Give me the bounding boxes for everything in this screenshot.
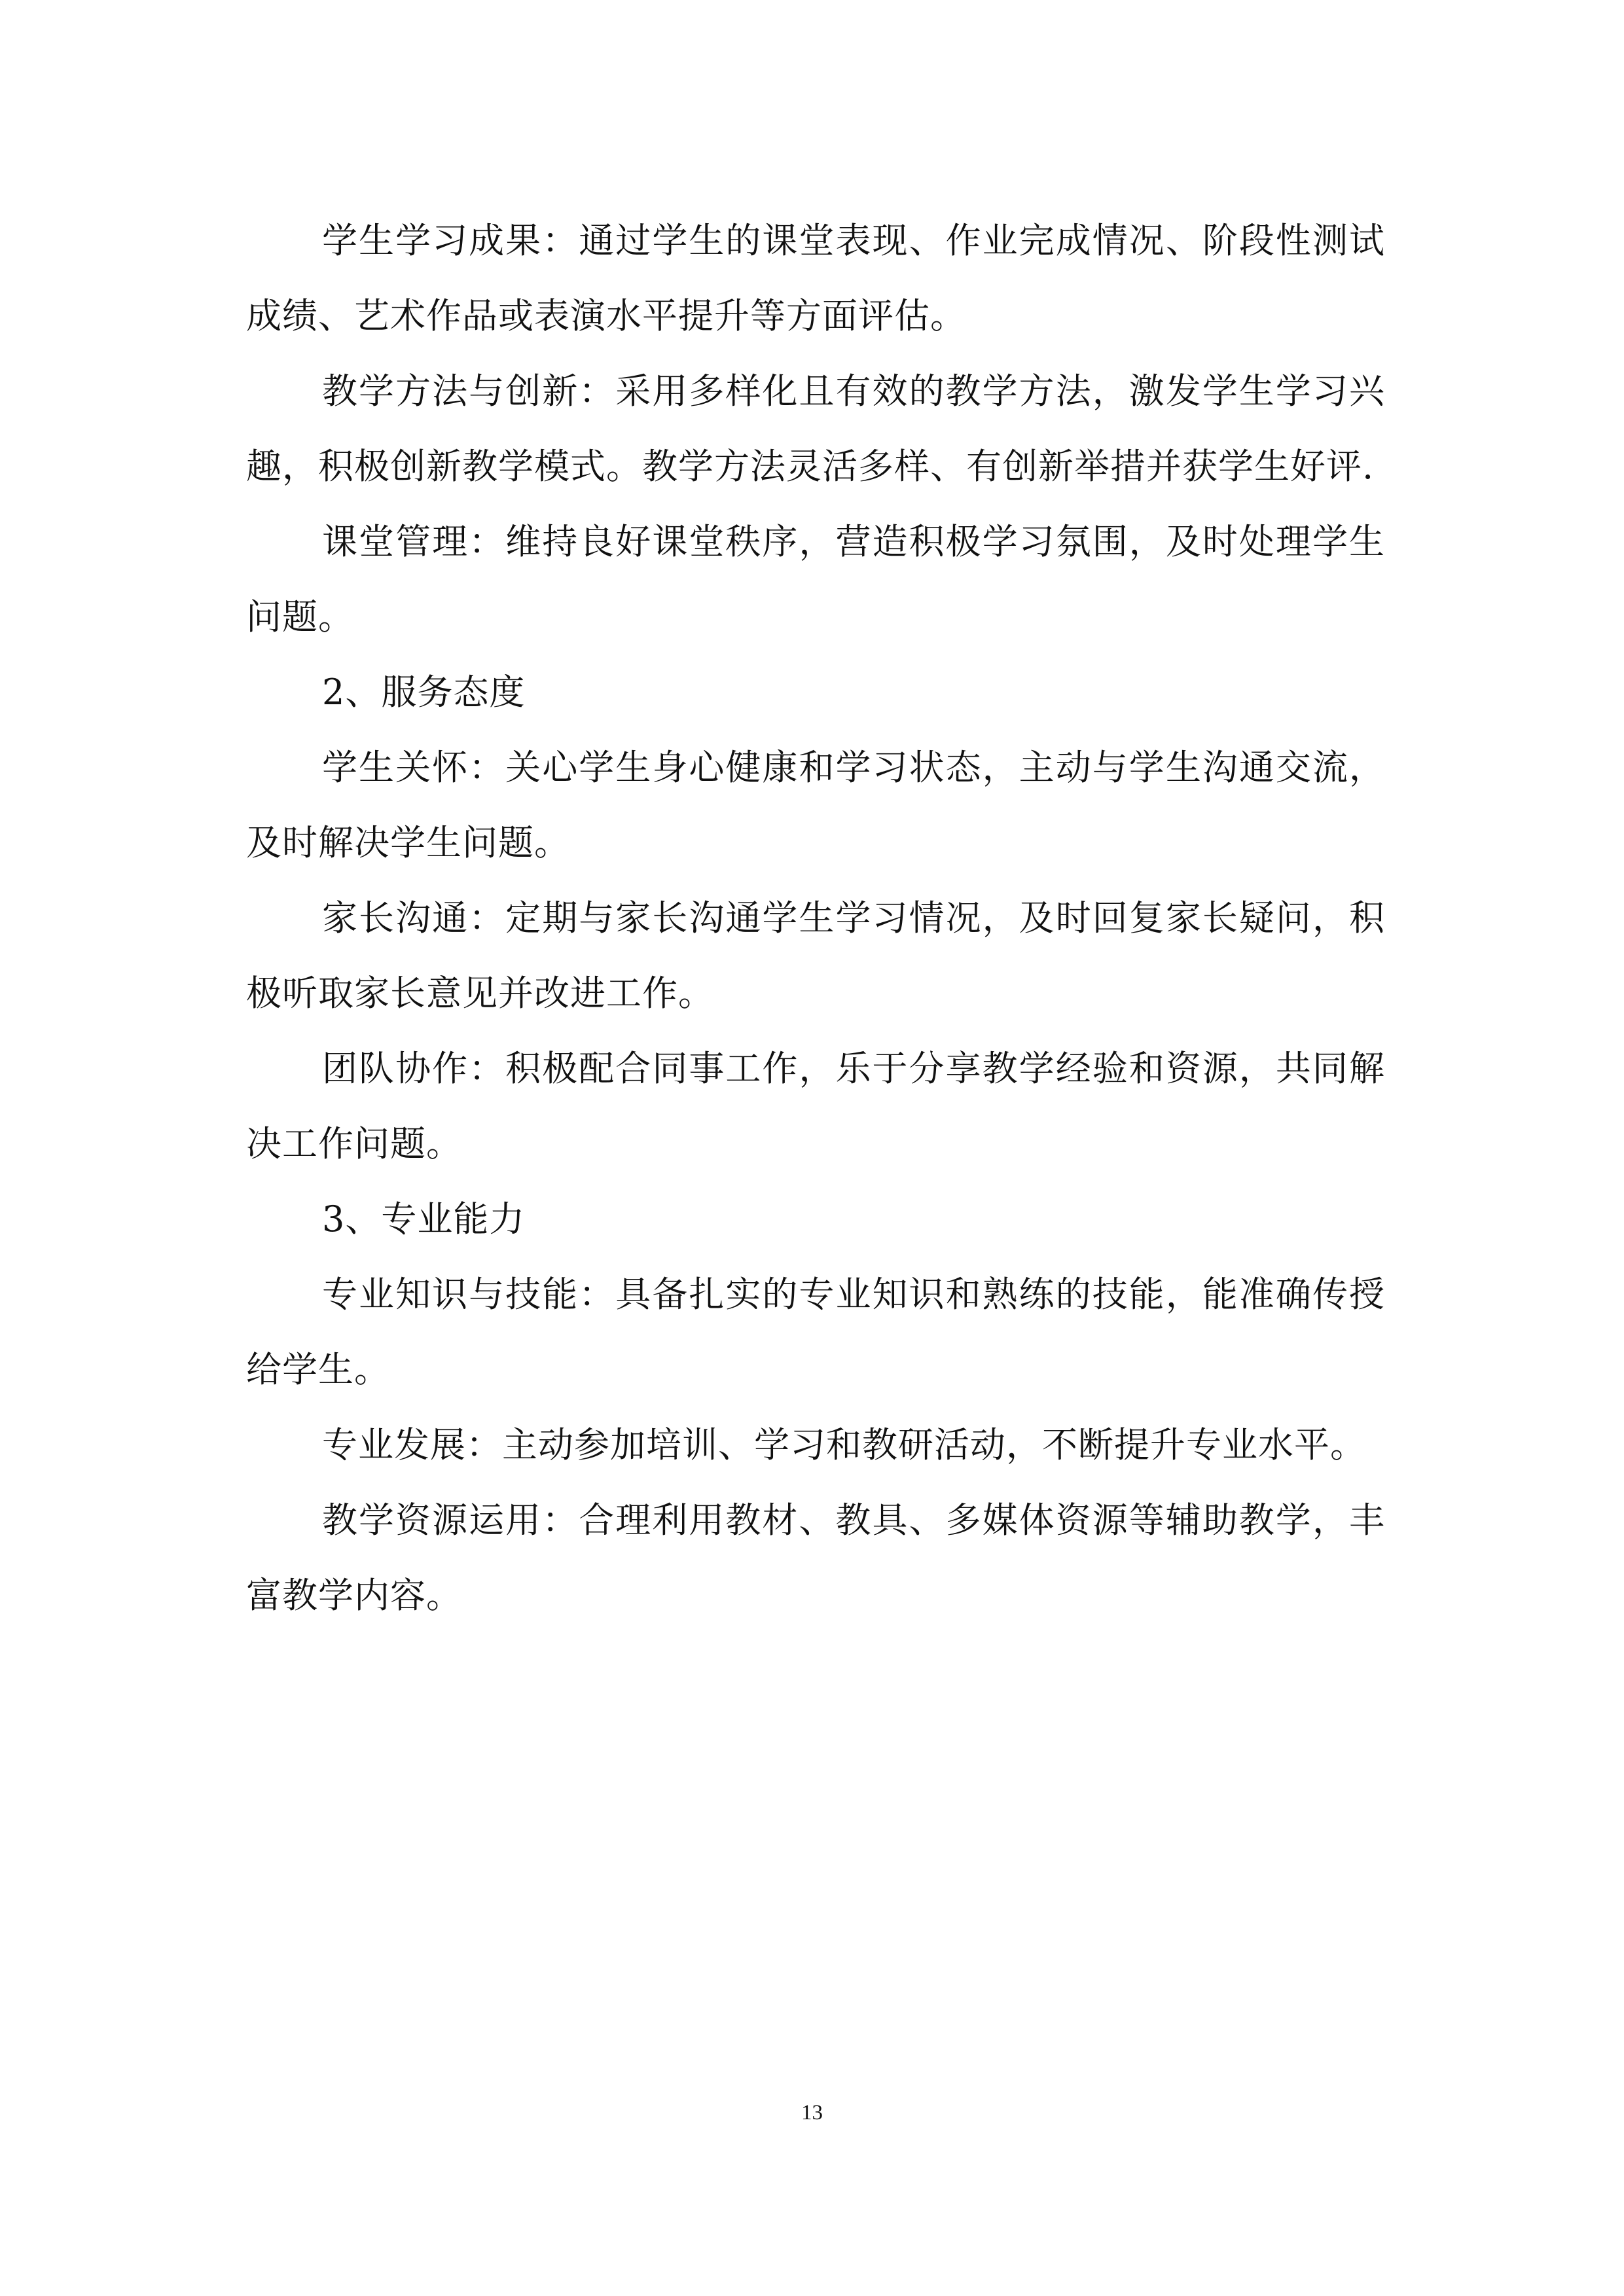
- paragraph-teaching-resources: 教学资源运用：合理利用教材、教具、多媒体资源等辅助教学，丰富教学内容。: [246, 1499, 1385, 1616]
- paragraph-student-learning-outcomes: 学生学习成果：通过学生的课堂表现、作业完成情况、阶段性测试成绩、艺术作品或表演水平提升等方面评估。: [246, 220, 1385, 336]
- paragraph-parent-communication: 家长沟通：定期与家长沟通学生学习情况，及时回复家长疑问，积极听取家长意见并改进工作。: [246, 897, 1385, 1014]
- paragraph-team-collaboration: 团队协作：积极配合同事工作，乐于分享教学经验和资源，共同解决工作问题。: [246, 1048, 1385, 1164]
- section-heading-professional-ability: 3、专业能力: [322, 1198, 526, 1240]
- paragraph-teaching-methods-innovation: 教学方法与创新：采用多样化且有效的教学方法，激发学生学习兴趣，积极创新教学模式。教学方法灵活多样、有创新举措并获学生好评.: [246, 370, 1385, 487]
- paragraph-professional-development: 专业发展：主动参加培训、学习和教研活动，不断提升专业水平。: [322, 1424, 1366, 1465]
- section-heading-service-attitude: 2、服务态度: [322, 672, 526, 713]
- page-number: 13: [801, 2101, 823, 2125]
- paragraph-professional-knowledge-skills: 专业知识与技能：具备扎实的专业知识和熟练的技能，能准确传授给学生。: [246, 1274, 1385, 1390]
- document-body: [246, 203, 1385, 1633]
- paragraph-student-care: 学生关怀：关心学生身心健康和学习状态，主动与学生沟通交流，及时解决学生问题。: [246, 747, 1385, 863]
- paragraph-classroom-management: 课堂管理：维持良好课堂秩序，营造积极学习氛围，及时处理学生问题。: [246, 521, 1385, 637]
